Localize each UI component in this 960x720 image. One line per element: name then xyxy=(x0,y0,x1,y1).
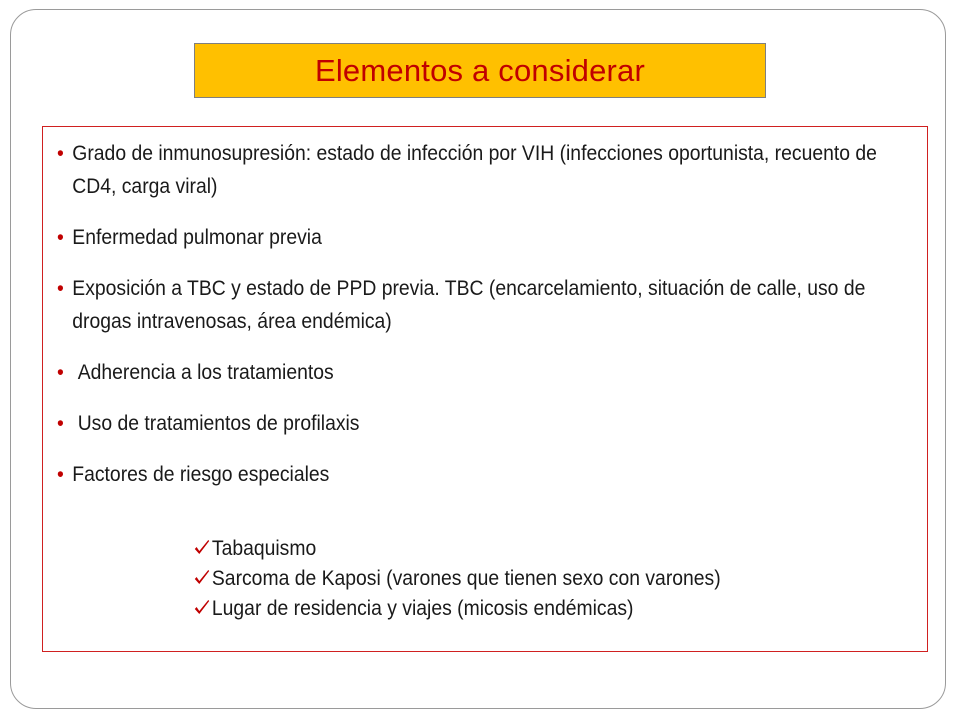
bullet-text: Uso de tratamientos de profilaxis xyxy=(77,411,360,435)
sub-item-text: Lugar de residencia y viajes (micosis endémicas) xyxy=(211,596,634,620)
bullet-dot-icon: • xyxy=(57,411,64,435)
bullet-text: Enfermedad pulmonar previa xyxy=(72,225,322,249)
bullet-item xyxy=(57,407,923,440)
bullet-dot-icon: • xyxy=(57,360,64,384)
check-icon xyxy=(193,598,211,618)
bullet-list xyxy=(57,137,917,509)
bullet-text: Factores de riesgo especiales xyxy=(72,462,330,486)
bullet-item xyxy=(57,221,923,254)
bullet-item xyxy=(57,356,923,389)
bullet-item xyxy=(57,458,923,491)
sub-item xyxy=(193,563,721,593)
check-icon xyxy=(193,538,211,558)
bullet-dot-icon: • xyxy=(57,276,64,300)
bullet-text: Grado de inmunosupresión: estado de infección por VIH (infecciones oportunista, recuento de CD4, carga viral) xyxy=(72,141,877,198)
bullet-dot-icon: • xyxy=(57,225,64,249)
sub-item-text: Tabaquismo xyxy=(211,536,317,560)
bullet-text: Adherencia a los tratamientos xyxy=(77,360,334,384)
check-icon xyxy=(193,568,211,588)
bullet-item xyxy=(57,272,923,338)
sub-item xyxy=(193,593,721,623)
slide-title: Elementos a considerar xyxy=(314,52,646,88)
title-box xyxy=(194,43,766,98)
bullet-text: Exposición a TBC y estado de PPD previa. TBC (encarcelamiento, situación de calle, uso de drogas intravenosas, área endémica) xyxy=(72,276,866,333)
content-box xyxy=(42,126,928,652)
bullet-dot-icon: • xyxy=(57,141,64,165)
bullet-dot-icon: • xyxy=(57,462,64,486)
bullet-item xyxy=(57,137,923,203)
sub-item-text: Sarcoma de Kaposi (varones que tienen sexo con varones) xyxy=(211,566,721,590)
risk-factor-sublist xyxy=(193,533,779,623)
sub-item xyxy=(193,533,721,563)
